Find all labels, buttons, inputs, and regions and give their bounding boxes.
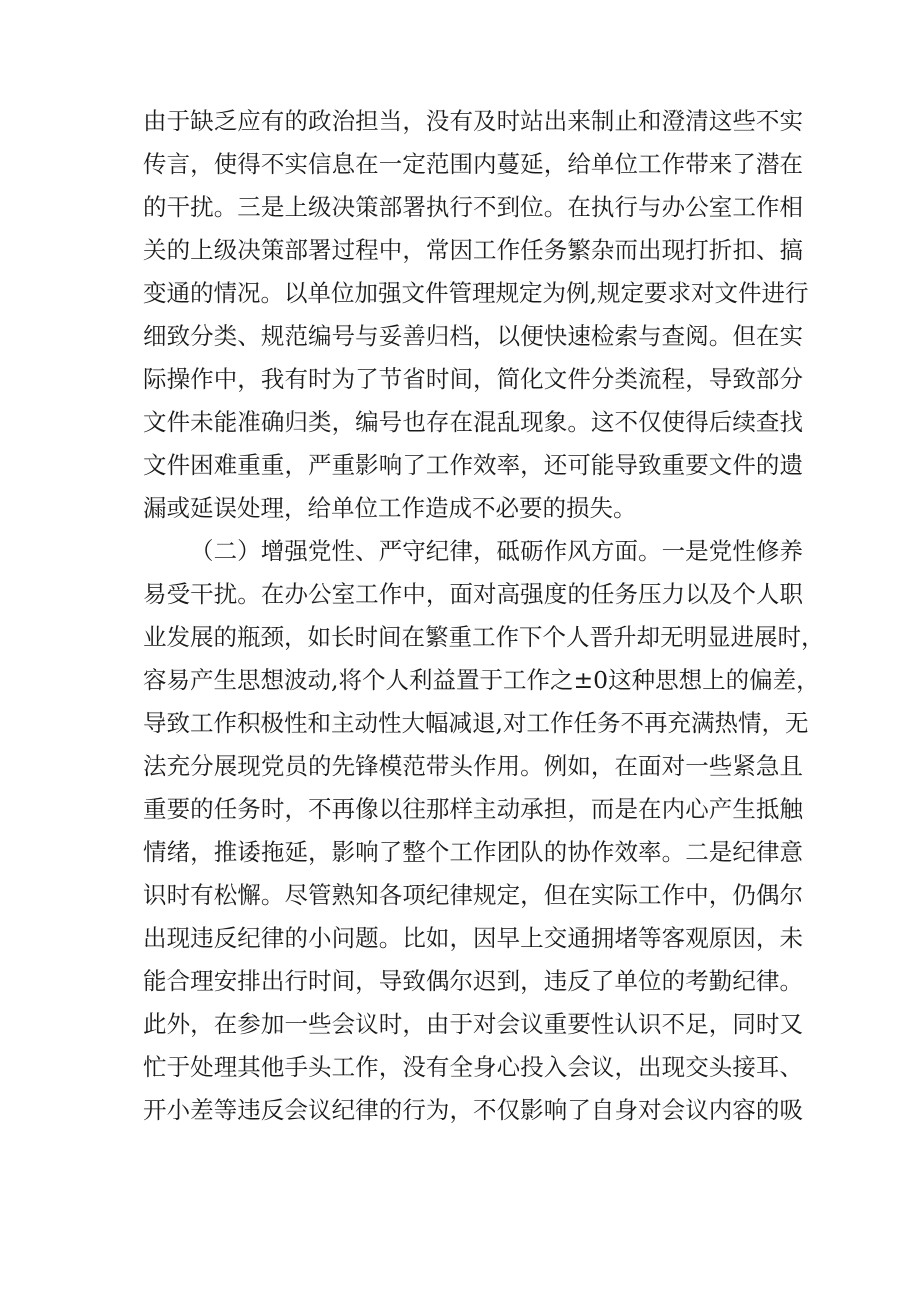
text-line: 的干扰。三是上级决策部署执行不到位。在执行与办公室工作相 — [143, 193, 803, 221]
text-line: 出现违反纪律的小问题。比如，因早上交通拥堵等客观原因，未 — [143, 924, 803, 952]
text-line: 此外，在参加一些会议时，由于对会议重要性认识不足，同时又 — [143, 1010, 803, 1038]
text-line: 忙于处理其他手头工作，没有全身心投入会议，出现交头接耳、 — [143, 1053, 803, 1081]
text-line: 容易产生思想波动,将个人利益置于工作之±0这种思想上的偏差， — [143, 666, 820, 694]
text-line: 漏或延误处理，给单位工作造成不必要的损失。 — [143, 494, 637, 522]
text-line: 变通的情况。以单位加强文件管理规定为例,规定要求对文件进行 — [143, 279, 809, 307]
document-body — [143, 100, 825, 1132]
text-line: 开小差等违反会议纪律的行为，不仅影响了自身对会议内容的吸 — [143, 1096, 803, 1124]
text-line: （二）增强党性、严守纪律，砥砺作风方面。一是党性修养 — [190, 537, 803, 565]
paragraph-2 — [143, 530, 825, 1132]
text-line: 关的上级决策部署过程中，常因工作任务繁杂而出现打折扣、搞 — [143, 236, 803, 264]
text-line: 导致工作积极性和主动性大幅减退,对工作任务不再充满热情，无 — [143, 709, 809, 737]
paragraph-1 — [143, 100, 809, 530]
text-line: 能合理安排出行时间，导致偶尔迟到，违反了单位的考勤纪律。 — [143, 967, 803, 995]
text-line: 法充分展现党员的先锋模范带头作用。例如，在面对一些紧急且 — [143, 752, 803, 780]
text-line: 际操作中，我有时为了节省时间，简化文件分类流程，导致部分 — [143, 365, 803, 393]
text-line: 由于缺乏应有的政治担当，没有及时站出来制止和澄清这些不实 — [143, 107, 803, 135]
text-line: 易受干扰。在办公室工作中，面对高强度的任务压力以及个人职 — [143, 580, 803, 608]
text-line: 文件困难重重，严重影响了工作效率，还可能导致重要文件的遗 — [143, 451, 803, 479]
text-line: 识时有松懈。尽管熟知各项纪律规定，但在实际工作中，仍偶尔 — [143, 881, 803, 909]
text-line: 文件未能准确归类，编号也存在混乱现象。这不仅使得后续查找 — [143, 408, 803, 436]
text-line: 业发展的瓶颈，如长时间在繁重工作下个人晋升却无明显进展时， — [143, 623, 825, 651]
text-line: 传言，使得不实信息在一定范围内蔓延，给单位工作带来了潜在 — [143, 150, 803, 178]
text-line: 重要的任务时，不再像以往那样主动承担，而是在内心产生抵触 — [143, 795, 803, 823]
text-line: 情绪，推诿拖延，影响了整个工作团队的协作效率。二是纪律意 — [143, 838, 803, 866]
text-line: 细致分类、规范编号与妥善归档，以便快速检索与查阅。但在实 — [143, 322, 803, 350]
